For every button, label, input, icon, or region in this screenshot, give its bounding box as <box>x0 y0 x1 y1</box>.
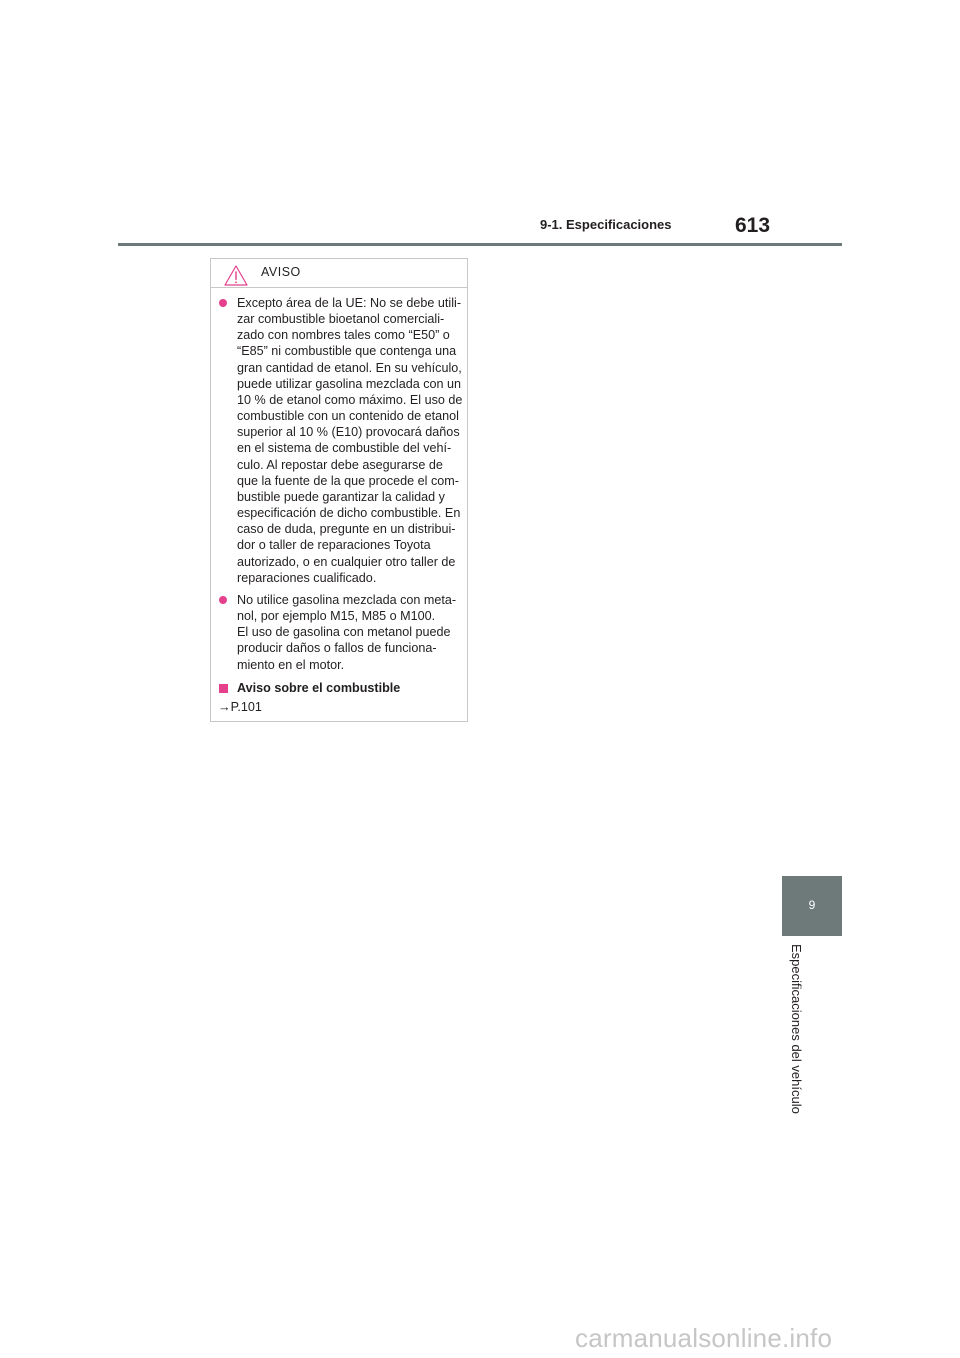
subheading: Aviso sobre el combustible <box>237 681 401 695</box>
header-rule <box>118 243 842 246</box>
bullet-icon <box>219 596 227 604</box>
section-title: 9-1. Especificaciones <box>540 217 672 232</box>
warning-item-text: Excepto área de la UE: No se debe utili- zar combustible bioetanol comerciali- zado con nombres tales como “E50” o “E85” ni combustible que contenga una gran cantidad de etanol. En su vehículo, puede utilizar gasolina mezclada con un 10 % de etanol como máximo. El uso de combustible con un contenido de etanol superior al 10 % (E10) provocará daños en el sistema de combustible del vehí- culo. Al repostar debe asegurarse de que la fuente de la que procede el com- bustible puede garantizar la calidad y especificación de dicho combustible. En caso de duda, pregunte en un distribui- dor o taller de reparaciones Toyota autorizado, o en cualquier otro taller de reparaciones cualificado. <box>237 296 463 585</box>
chapter-label: Especificaciones del vehículo <box>789 944 804 1114</box>
page-reference-link[interactable]: →P.101 <box>218 700 262 714</box>
warning-item-text: No utilice gasolina mezclada con meta- nol, por ejemplo M15, M85 o M100. El uso de gasolina con metanol puede producir daños o fallos de funciona- miento en el motor. <box>237 593 457 672</box>
chapter-number: 9 <box>808 898 816 912</box>
square-bullet-icon <box>219 684 228 693</box>
chapter-tab <box>782 876 842 936</box>
warning-triangle-icon <box>224 265 248 286</box>
warning-box <box>210 258 468 722</box>
warning-title: AVISO <box>261 265 301 279</box>
warning-header <box>211 259 467 288</box>
watermark: carmanualsonline.info <box>575 1323 833 1353</box>
bullet-icon <box>219 299 227 307</box>
page-number: 613 <box>735 214 771 237</box>
